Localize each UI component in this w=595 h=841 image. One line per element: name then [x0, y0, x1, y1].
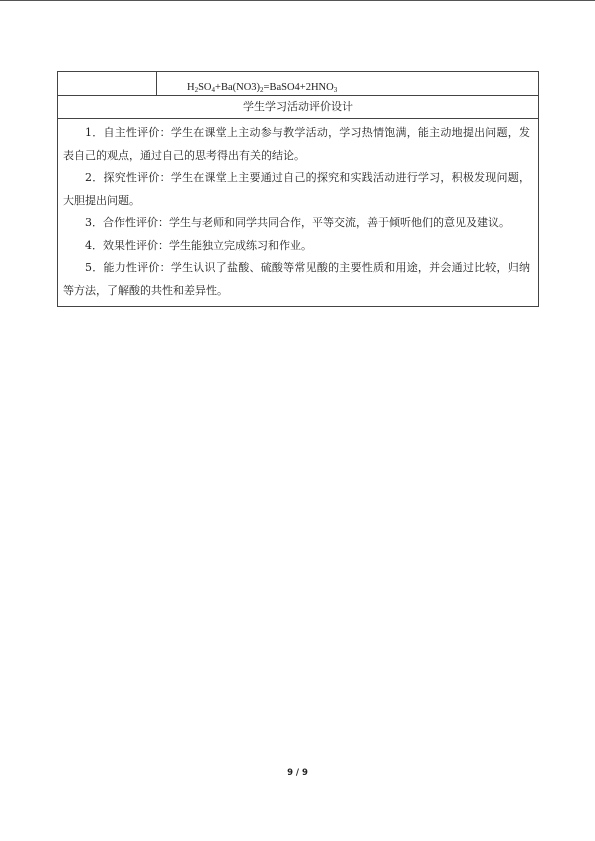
- evaluation-item: 1．自主性评价：学生在课堂上主动参与教学活动，学习热情饱满，能主动地提出问题，发表自己的观点，通过自己的思考得出有关的结论。: [63, 126, 530, 162]
- header-rule: [0, 0, 595, 1]
- section-title: 学生学习活动评价设计: [58, 96, 539, 119]
- formula-text: SO: [198, 82, 212, 93]
- evaluation-row: [58, 119, 539, 307]
- formula-cell: [157, 72, 539, 96]
- formula-row: [58, 72, 539, 96]
- page-number: 9 / 9: [287, 768, 308, 778]
- formula-text: =BaSO4+2HNO: [263, 82, 334, 93]
- section-title-row: [58, 96, 539, 119]
- empty-label-cell: [58, 72, 157, 96]
- evaluation-item: 2．探究性评价：学生在课堂上主要通过自己的探究和实践活动进行学习，积极发现问题，大胆提出问题。: [63, 171, 530, 207]
- formula-text: +Ba(NO3): [215, 82, 261, 93]
- evaluation-item: 4．效果性评价：学生能独立完成练习和作业。: [85, 238, 312, 252]
- evaluation-item: 3．合作性评价：学生与老师和同学共同合作，平等交流，善于倾听他们的意见及建议。: [85, 216, 510, 229]
- formula-text: H: [187, 82, 195, 93]
- lesson-table: [57, 71, 539, 307]
- formula-subscript: 4: [211, 86, 216, 94]
- formula-subscript: 2: [260, 86, 264, 94]
- formula-subscript: 2: [194, 86, 199, 94]
- chemical-equation: [157, 72, 538, 95]
- evaluation-item: 5．能力性评价：学生认识了盐酸、硫酸等常见酸的主要性质和用途，并会通过比较，归纳等方法，了解酸的共性和差异性。: [63, 261, 530, 297]
- formula-subscript: 3: [333, 86, 338, 94]
- evaluation-cell: [58, 119, 539, 307]
